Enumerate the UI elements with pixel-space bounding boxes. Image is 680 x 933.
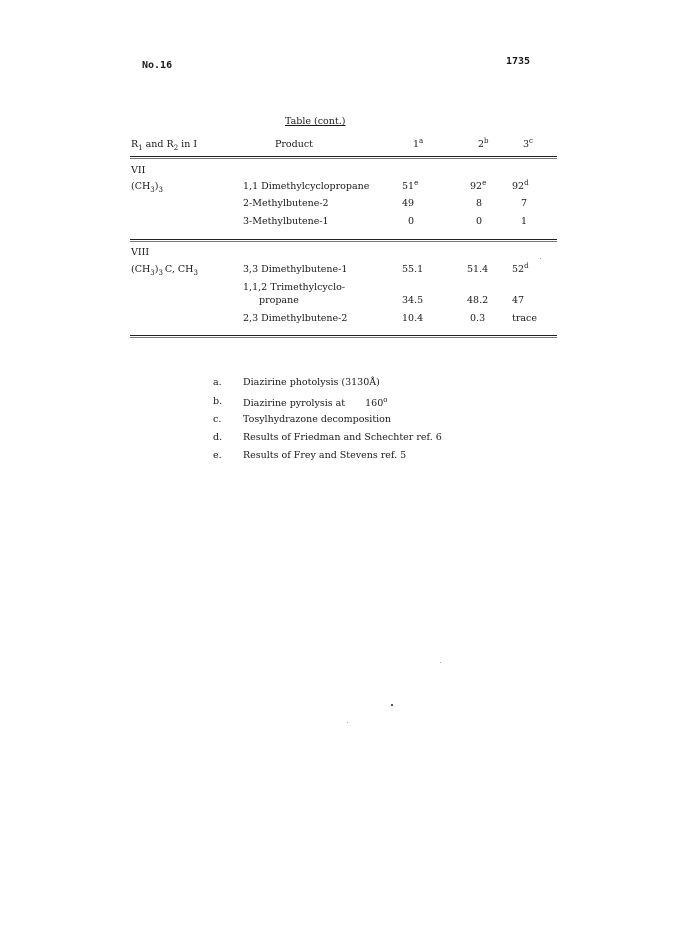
formula-viii-a-sub: 3 xyxy=(150,269,155,277)
formula-viii-c: C, CH xyxy=(164,264,194,275)
footnote-text: Diazirine photolysis (3130 xyxy=(243,377,370,388)
footnote-letter: c. xyxy=(213,414,222,425)
col-header-and: and R xyxy=(142,139,174,150)
table-cell-1: 49 xyxy=(402,198,415,209)
bottom-rule-thin xyxy=(130,337,557,338)
table-row-product-cont: propane xyxy=(259,295,299,306)
footnote-c: Tosylhydrazone decomposition xyxy=(243,414,392,425)
footnote-letter: a. xyxy=(213,377,222,388)
table-cell-3: trace xyxy=(512,313,537,324)
bottom-rule xyxy=(130,335,557,336)
col-header-r: R xyxy=(131,139,139,150)
footnote-d: Results of Friedman and Schechter ref. 6 xyxy=(243,432,442,443)
cell-value: 92 xyxy=(470,181,483,192)
col-header-2-sup: b xyxy=(484,137,489,145)
col-header-r-sub2: 2 xyxy=(173,144,179,152)
footnote-text: Diazirine pyrolysis at xyxy=(243,398,346,409)
formula-vii-b-sub: 3 xyxy=(158,186,163,194)
scan-speck xyxy=(391,704,393,706)
col-header-1-text: 1 xyxy=(413,139,420,150)
table-cell-2: 48.2 xyxy=(467,295,489,306)
cell-sup: d xyxy=(524,179,529,187)
table-row-product: 2-Methylbutene-2 xyxy=(243,198,329,209)
col-header-product: Product xyxy=(275,139,313,150)
formula-viii-c-sub: 3 xyxy=(193,269,198,277)
table-cell-1: 34.5 xyxy=(402,295,424,306)
table-cell-2: 0 xyxy=(476,216,483,227)
formula-vii-a: (CH xyxy=(131,181,151,192)
scan-speck xyxy=(347,722,348,723)
footnote-letter: b. xyxy=(213,396,223,407)
table-cell-3: 1 xyxy=(521,216,528,227)
footnote-unit: Å xyxy=(369,377,377,388)
footnote-letter: e. xyxy=(213,450,222,461)
col-header-substituents xyxy=(131,139,197,152)
page-number: 1735 xyxy=(506,56,531,67)
col-header-1-sup: a xyxy=(419,137,424,145)
group-label-vii: VII xyxy=(131,165,146,176)
col-header-r-sub1: 1 xyxy=(138,144,143,152)
formula-vii-b: ) xyxy=(154,181,159,192)
footnote-b xyxy=(243,396,387,409)
group-label-viii: VIII xyxy=(131,247,150,258)
table-cell-2: 51.4 xyxy=(467,264,489,275)
cell-sup: e xyxy=(414,179,419,187)
group-rule xyxy=(130,239,557,240)
table-cell-2: 8 xyxy=(476,198,483,209)
table-cell-2: 0.3 xyxy=(470,313,486,324)
table-row-product: 1,1 Dimethylcyclopropane xyxy=(243,181,370,192)
table-row-product: 3-Methylbutene-1 xyxy=(243,216,329,227)
table-row-product: 1,1,2 Trimethylcyclo- xyxy=(243,282,346,293)
table-cell-3: 7 xyxy=(521,198,528,209)
footnote-value: 160 xyxy=(365,398,384,409)
table-cell-2 xyxy=(470,179,486,192)
col-header-3-sup: c xyxy=(529,137,533,145)
formula-vii-a-sub: 3 xyxy=(150,186,155,194)
table-row-product: 3,3 Dimethylbutene-1 xyxy=(243,264,348,275)
table-cell-1: 10.4 xyxy=(402,313,424,324)
table-title xyxy=(285,116,345,127)
scan-speck xyxy=(540,258,541,259)
col-header-in: in I xyxy=(178,139,198,150)
col-header-3-text: 3 xyxy=(523,139,530,150)
table-cell-1: 55.1 xyxy=(402,264,424,275)
scan-speck xyxy=(440,662,441,663)
footnote-a xyxy=(243,377,380,388)
formula-viii-b-sub: 3 xyxy=(158,269,163,277)
group-rule-thin xyxy=(130,241,557,242)
journal-issue: No.16 xyxy=(142,60,173,71)
table-row-product: 2,3 Dimethylbutene-2 xyxy=(243,313,348,324)
cell-value: 51 xyxy=(402,181,415,192)
table-title-text: Table (cont.) xyxy=(285,116,346,127)
footnote-e: Results of Frey and Stevens ref. 5 xyxy=(243,450,407,461)
table-cell-3 xyxy=(512,179,529,192)
group-formula-vii xyxy=(131,181,163,194)
col-header-2 xyxy=(478,137,489,150)
col-header-1 xyxy=(413,137,423,150)
footnote-value-sup: o xyxy=(383,396,388,404)
formula-viii-b: ) xyxy=(154,264,159,275)
formula-viii-a: (CH xyxy=(131,264,151,275)
cell-value: 92 xyxy=(512,181,525,192)
table-cell-1: 0 xyxy=(408,216,415,227)
table-cell-3: 47 xyxy=(512,295,525,306)
header-rule xyxy=(130,156,557,157)
col-header-3 xyxy=(523,137,533,150)
header-rule-thin xyxy=(130,158,557,159)
footnote-after: ) xyxy=(376,377,380,388)
cell-sup: d xyxy=(524,262,529,270)
cell-value: 52 xyxy=(512,264,525,275)
table-cell-3 xyxy=(512,262,529,275)
footnote-letter: d. xyxy=(213,432,223,443)
group-formula-viii xyxy=(131,264,198,277)
cell-sup: e xyxy=(482,179,487,187)
table-cell-1 xyxy=(402,179,418,192)
col-header-2-text: 2 xyxy=(478,139,485,150)
